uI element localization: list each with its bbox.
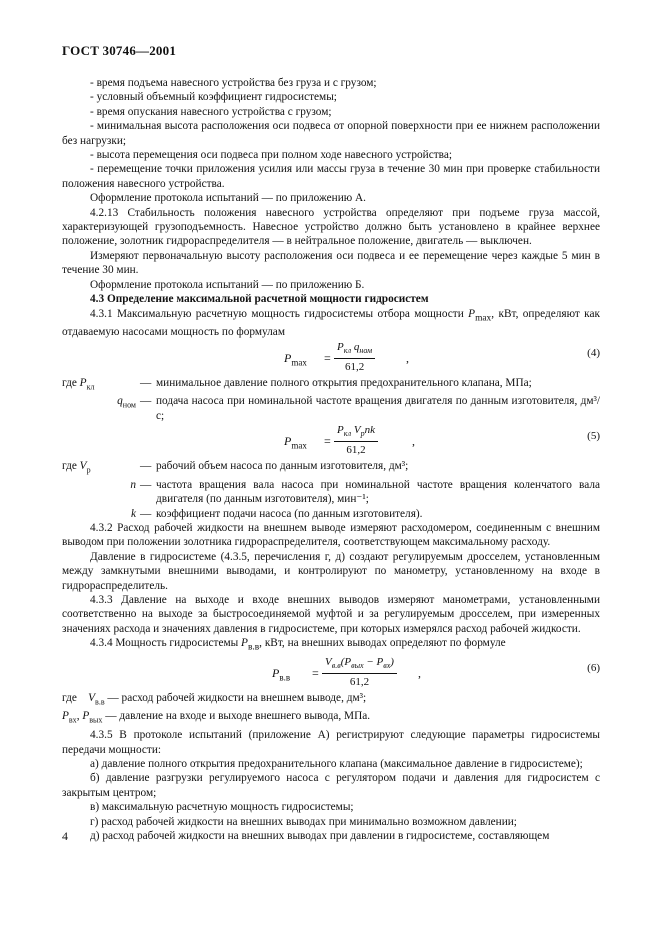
definition-item: n — частота вращения вала насоса при номинальной частоте вращения коленчатого вала двигателя (по данным изготовителя), мин⁻¹; [130,478,600,506]
formula-fraction: $P_{кл}$ $q_{ном}$ 61,2 [334,340,375,374]
section-heading-4-3: 4.3 Определение максимальной расчетной мощности гидросистем [90,293,429,306]
definition-item: где $P_{кл}$ — минимальное давление полного открытия предохранительного клапана, МПа; [62,376,532,391]
paragraph-4-3-4: 4.3.4 Мощность гидросистемы $P_{в.в}$, кВт, на внешних выводах определяют по формуле [90,637,506,653]
formula-5-definitions [62,459,600,521]
formula-fraction: $V_{в.в}(P_{вых} - P_{вх})$ 61,2 [322,655,397,689]
list-item: - минимальная высота расположения оси подвеса от опорной поверхности при ее нижнем расположении без нагрузки; [62,120,600,147]
formula-number: (6) [587,661,600,674]
formula-number: (4) [587,346,600,359]
list-item: - перемещение точки приложения усилия или массы груза в течение 30 мин при проверке стабильности положения навесного устройства. [62,163,600,190]
definition-item: где $V_{в.в}$ — расход рабочей жидкости на внешнем выводе, дм³; [62,691,367,707]
paragraph: Давление в гидросистеме (4.3.5, перечисления г, д) создают регулируемым дросселем, установленным между замкнутыми внешними выводами, и контролируют по манометру, установленному на входе в гидрораспределитель. [62,550,600,592]
standard-header: ГОСТ 30746—2001 [62,43,177,58]
paragraph-4-3-5: 4.3.5 В протоколе испытаний (приложение А) регистрируют следующие параметры гидросистемы передачи мощности: [62,729,600,756]
list-item: а) давление полного открытия предохранительного клапана (максимальное давление в гидросистеме); [90,757,583,770]
definition-item: k — коэффициент подачи насоса (по данным изготовителя). [130,507,423,520]
formula-5: $P_{max}$ = $P_{кл}$ $V_рnk$ 61,2 , (5) [284,424,600,457]
list-item: г) расход рабочей жидкости на внешних выводах при минимально возможном давлении; [90,815,517,828]
paragraph: Оформление протокола испытаний — по приложению Б. [90,278,365,291]
paragraph: Измеряют первоначальную высоту расположения оси подвеса и ее перемещение через каждые 5 мин в течение 30 мин. [62,249,600,277]
paragraph-4-3-3: 4.3.3 Давление на выходе и входе внешних выводов измеряют манометрами, установленными соответственно на выходе за быстросоединяемой муфтой и за регулируемым дросселем, при измеренных значениях расхода и значениях давления в гидросистеме, при которых измерялся расход рабочей жидкости. [62,593,600,635]
formula-6: $P_{в.в}$ = $V_{в.в}(P_{вых} - P_{вх})$ 61,2 , (6) [272,655,600,688]
list-item: д) расход рабочей жидкости на внешних выводах при давлении в гидросистеме, составляющем [90,829,550,842]
list-item: - условный объемный коэффициент гидросистемы; [90,91,337,104]
formula-fraction: $P_{кл}$ $V_рnk$ 61,2 [334,423,378,457]
list-item: - высота перемещения оси подвеса при полном ходе навесного устройства; [90,149,452,162]
page-body [62,76,600,843]
definition-item: $P_{вх}$, $P_{вых}$ — давление на входе и выходе внешнего вывода, МПа. [62,710,371,725]
definition-item: $q_{ном}$ — подача насоса при номинальной частоте вращения двигателя по данным изготовителя, дм³/с; [117,395,600,422]
page-number: 4 [62,829,68,843]
definition-item: где $V_р$ — рабочий объем насоса по данным изготовителя, дм³; [62,460,409,475]
formula-4-definitions [62,376,600,423]
paragraph-4-2-13: 4.2.13 Стабильность положения навесного устройства определяют при подъеме груза массой, характеризующей грузоподъемность. Навесное устройство должно быть установлено в крайнее верхнее положение, золотник гидрораспределителя — в нейтральное положение, двигатель — выключен. [62,206,600,248]
list-item: в) максимальную расчетную мощность гидросистемы; [90,801,354,814]
paragraph: Оформление протокола испытаний — по приложению А. [90,192,366,205]
list-item: - время подъема навесного устройства без груза и с грузом; [90,77,377,89]
list-item: - время опускания навесного устройства с грузом; [90,105,332,118]
paragraph-4-3-1: 4.3.1 Максимальную расчетную мощность гидросистемы отбора мощности $P_{max}$, кВт, определяют как отдаваемую насосами мощность по формулам [62,307,600,339]
formula-4: $P_{max}$ = $P_{кл}$ $q_{ном}$ 61,2 , (4) [284,340,600,373]
list-item: б) давление разгрузки регулируемого насоса с регулятором подачи и давления для гидросистем с закрытым центром; [62,772,600,799]
paragraph-4-3-2: 4.3.2 Расход рабочей жидкости на внешнем выводе измеряют расходомером, соединенным с внешним выводом при положении золотника гидрораспределителя, соответствующем максимальному расходу. [62,521,600,549]
formula-number: (5) [587,430,600,443]
